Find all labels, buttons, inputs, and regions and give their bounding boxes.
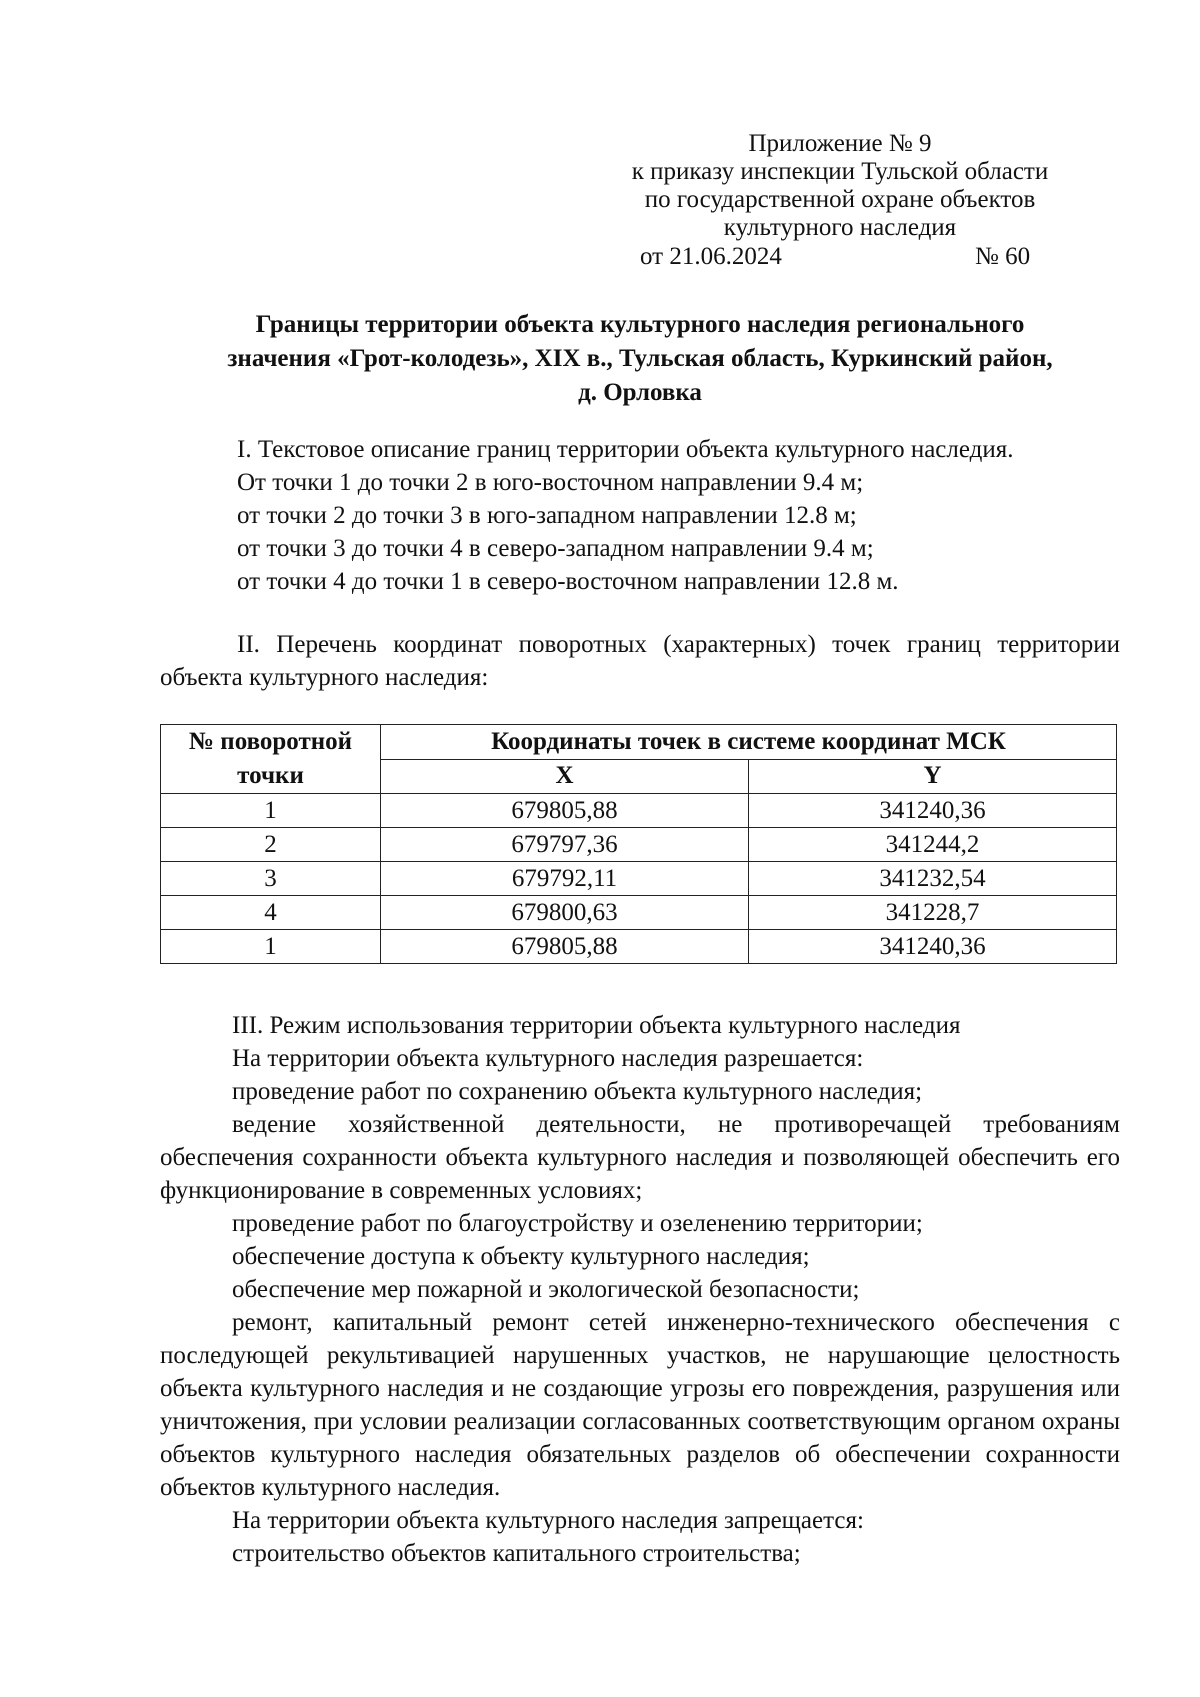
section3-heading: III. Режим использования территории объекта культурного наследия — [232, 1012, 961, 1039]
boundary-segment: От точки 1 до точки 2 в юго-восточном направлении 9.4 м; — [237, 469, 864, 496]
table-header-row — [161, 725, 1117, 760]
prohibited-item: строительство объектов капитального строительства; — [232, 1540, 801, 1567]
boundary-segment: от точки 2 до точки 3 в юго-западном направлении 12.8 м; — [237, 502, 857, 529]
appendix-order-ref: к приказу инспекции Тульской области — [631, 158, 1049, 185]
title-line-2: значения «Грот-колодезь», XIX в., Тульская область, Куркинский район, — [227, 345, 1053, 372]
section-usage-regime — [160, 1009, 1120, 1570]
cell-y: 341244,2 — [749, 828, 1117, 862]
cell-x: 679800,63 — [381, 896, 749, 930]
document-title — [160, 308, 1120, 410]
boundary-segment: от точки 4 до точки 1 в северо-восточном направлении 12.8 м. — [237, 568, 899, 595]
permitted-item: проведение работ по благоустройству и озеленению территории; — [232, 1210, 923, 1237]
permitted-item: ведение хозяйственной деятельности, не противоречащей требованиям обеспечения сохранности объекта культурного наследия и позволяющей обеспечить его функционирование в современных условиях; — [160, 1111, 1120, 1204]
order-date-number — [640, 243, 1060, 275]
permitted-item: ремонт, капитальный ремонт сетей инженерно-технического обеспечения с последующей рекультивацией нарушенных участков, не нарушающие целостность объекта культурного наследия и не создающие угрозы его повреждения, разрушения или уничтожения, при условии реализации согласованных соответствующим органом охраны объектов культурного наследия обязательных разделов об обеспечении сохранности объектов культурного наследия. — [160, 1309, 1120, 1501]
coordinates-table — [160, 724, 1117, 964]
table-row — [161, 828, 1117, 862]
header-y: Y — [749, 759, 1117, 794]
permitted-item: обеспечение доступа к объекту культурного наследия; — [232, 1243, 810, 1270]
section2-heading: II. Перечень координат поворотных (характерных) точек границ территории объекта культурного наследия: — [160, 631, 1120, 691]
prohibited-heading: На территории объекта культурного наследия запрещается: — [232, 1507, 864, 1534]
order-date: от 21.06.2024 — [640, 243, 782, 270]
section-coordinates-heading — [160, 628, 1120, 694]
table-row — [161, 896, 1117, 930]
cell-point: 3 — [161, 862, 381, 896]
permitted-heading: На территории объекта культурного наследия разрешается: — [232, 1045, 864, 1072]
header-coordinates: Координаты точек в системе координат МСК — [381, 725, 1117, 760]
header-x: X — [381, 759, 749, 794]
cell-point: 2 — [161, 828, 381, 862]
section1-heading: I. Текстовое описание границ территории объекта культурного наследия. — [237, 436, 1014, 463]
cell-point: 4 — [161, 896, 381, 930]
cell-y: 341228,7 — [749, 896, 1117, 930]
cell-y: 341240,36 — [749, 930, 1117, 964]
title-line-1: Границы территории объекта культурного наследия регионального — [255, 311, 1025, 338]
cell-y: 341240,36 — [749, 794, 1117, 828]
section-text-description — [160, 433, 1120, 598]
permitted-item: обеспечение мер пожарной и экологической безопасности; — [232, 1276, 860, 1303]
cell-point: 1 — [161, 794, 381, 828]
appendix-order-ref-end: культурного наследия — [723, 214, 957, 241]
order-number: № 60 — [975, 243, 1031, 270]
table-row — [161, 794, 1117, 828]
table-row — [161, 862, 1117, 896]
appendix-header — [590, 130, 1090, 242]
permitted-item: проведение работ по сохранению объекта культурного наследия; — [232, 1078, 923, 1105]
table-row — [161, 930, 1117, 964]
appendix-order-ref-cont: по государственной охране объектов — [644, 186, 1036, 213]
cell-x: 679797,36 — [381, 828, 749, 862]
boundary-segment: от точки 3 до точки 4 в северо-западном направлении 9.4 м; — [237, 535, 874, 562]
title-line-3: д. Орловка — [578, 379, 702, 406]
appendix-number: Приложение № 9 — [748, 130, 932, 157]
header-point-number: № поворотной точки — [161, 725, 381, 794]
cell-point: 1 — [161, 930, 381, 964]
cell-x: 679805,88 — [381, 794, 749, 828]
cell-x: 679805,88 — [381, 930, 749, 964]
cell-y: 341232,54 — [749, 862, 1117, 896]
cell-x: 679792,11 — [381, 862, 749, 896]
